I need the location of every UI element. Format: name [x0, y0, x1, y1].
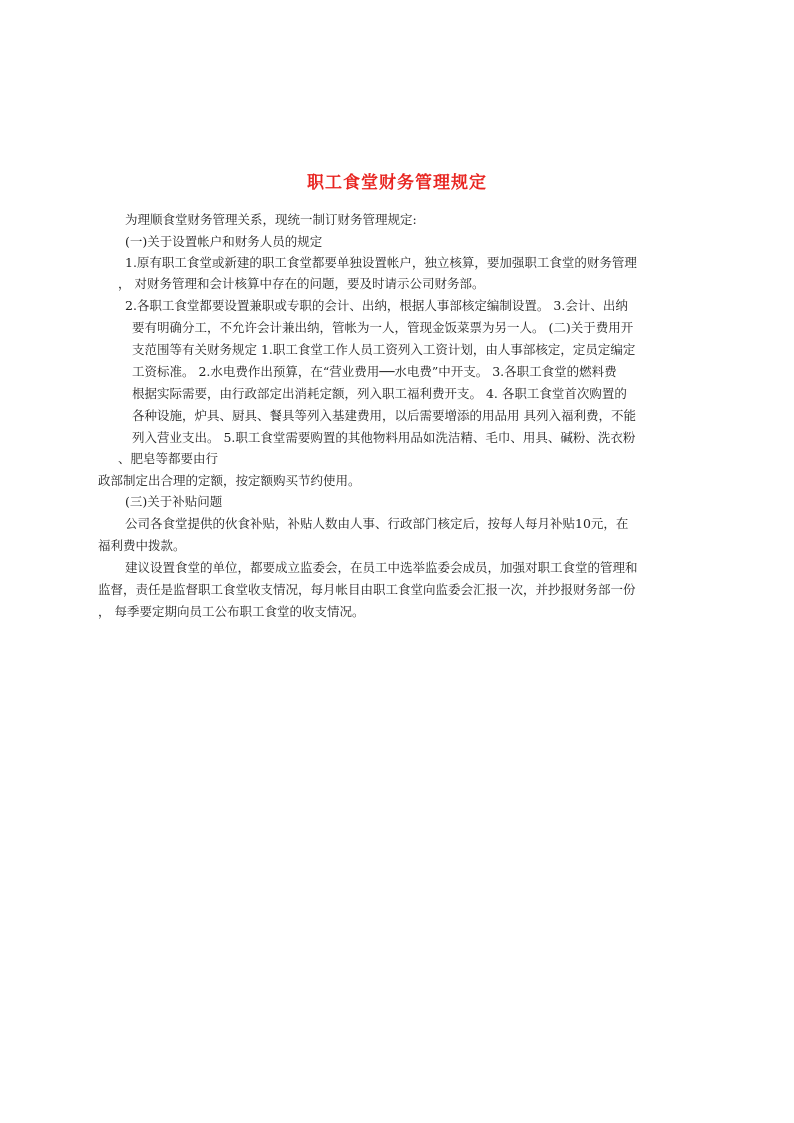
paragraph-line: 要有明确分工，不允许会计兼出纳，管帐为一人，管现金饭菜票为另一人。 (二)关于费用开 [132, 320, 634, 335]
paragraph-line: 2.各职工食堂都要设置兼职或专职的会计、出纳，根据人事部核定编制设置。 3.会计、出纳 [125, 298, 628, 313]
paragraph-line: 建议设置食堂的单位，都要成立监委会，在员工中选举监委会成员，加强对职工食堂的管理和 [125, 560, 638, 575]
document-title: 职工食堂财务管理规定 [307, 173, 487, 193]
section-heading: (三)关于补贴问题 [125, 494, 223, 509]
paragraph-line: 支范围等有关财务规定 1.职工食堂工作人员工资列入工资计划，由人事部核定，定员定编定 [132, 342, 636, 357]
paragraph-line: 1.原有职工食堂或新建的职工食堂都要单独设置帐户，独立核算，要加强职工食堂的财务管理 [125, 255, 637, 270]
paragraph-line: 根据实际需要，由行政部定出消耗定额，列入职工福利费开支。 4. 各职工食堂首次购置的 [132, 386, 627, 401]
paragraph-line: 各种设施，炉具、厨具、餐具等列入基建费用，以后需要增添的用品用 具列入福利费，不能 [132, 408, 636, 423]
paragraph-line: ， 对财务管理和会计核算中存在的问题，要及时请示公司财务部。 [118, 276, 485, 291]
section-heading: (一)关于设置帐户和财务人员的规定 [125, 234, 323, 249]
paragraph-line: 福利费中拨款。 [98, 538, 186, 553]
paragraph-line: 为理顺食堂财务管理关系，现统一制订财务管理规定: [125, 212, 417, 227]
paragraph-line: 工资标准。 2.水电费作出预算，在“营业费用──水电费”中开支。 3.各职工食堂的燃料费 [132, 364, 617, 379]
paragraph-line: 监督，责任是监督职工食堂收支情况，每月帐目由职工食堂向监委会汇报一次，并抄报财务部一份 [98, 582, 636, 597]
paragraph-line: ， 每季要定期向员工公布职工食堂的收支情况。 [98, 604, 365, 619]
paragraph-line: 政部制定出合理的定额，按定额购买节约使用。 [98, 473, 361, 488]
paragraph-line: 公司各食堂提供的伙食补贴，补贴人数由人事、行政部门核定后，按每人每月补贴10元，在 [125, 516, 629, 531]
paragraph-line: 列入营业支出。 5.职工食堂需要购置的其他物料用品如洗洁精、毛巾、用具、碱粉、洗衣粉 [132, 430, 636, 445]
paragraph-line: 、肥皂等都要由行 [118, 451, 219, 466]
